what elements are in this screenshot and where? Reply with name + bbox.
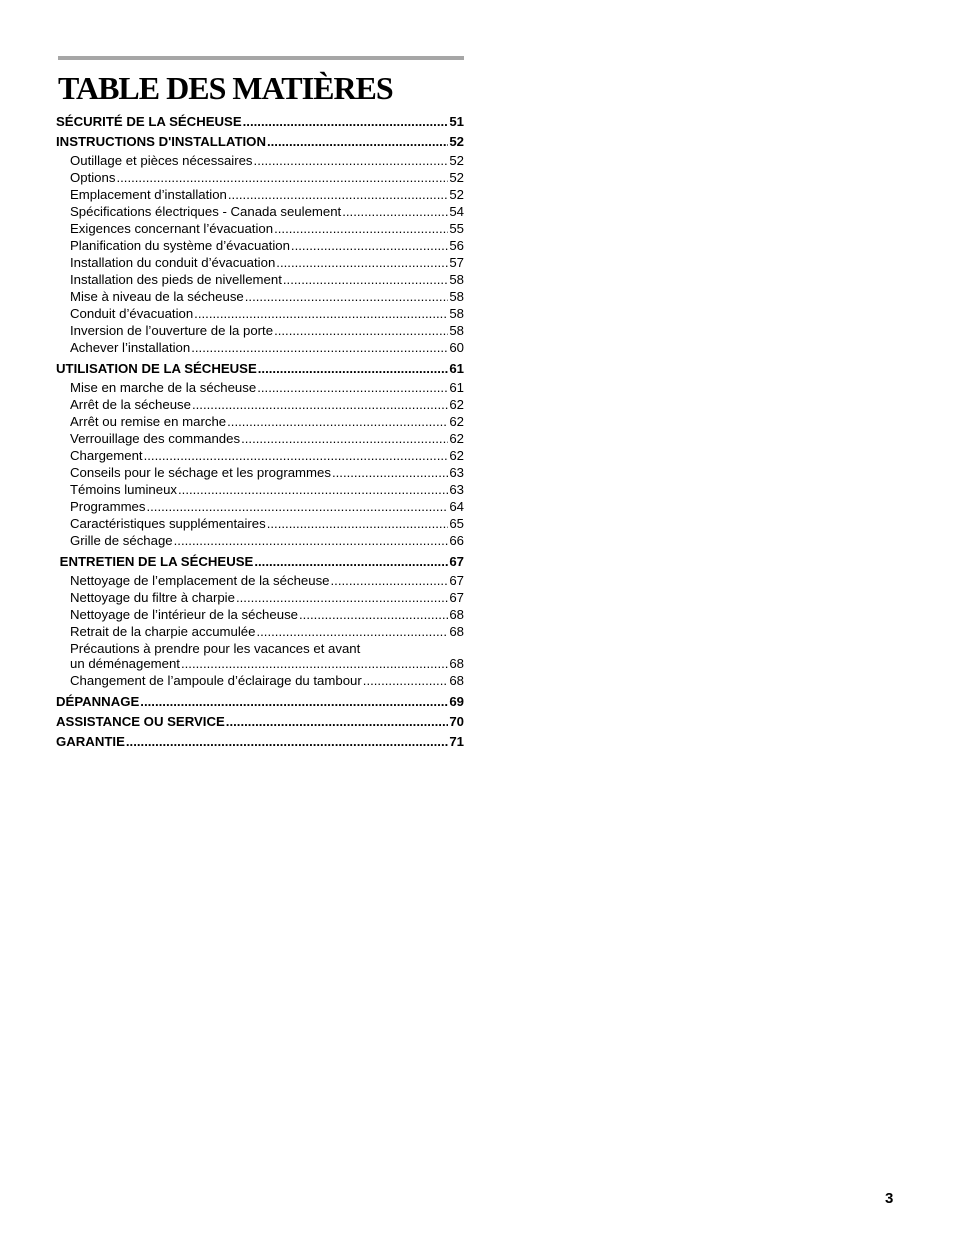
toc-entry[interactable] [56,553,464,570]
toc-entry-page: 61 [449,361,464,376]
toc-entry-page: 57 [449,255,464,270]
toc-entry[interactable] [70,237,464,254]
toc-entry-page: 58 [449,323,464,338]
toc-entry-page: 67 [449,590,464,605]
toc-entry-page: 58 [449,306,464,321]
toc-entry-label: Outillage et pièces nécessaires [70,153,253,168]
toc-entry-label: INSTRUCTIONS D'INSTALLATION [56,134,266,149]
toc-entry[interactable] [70,254,464,271]
toc-entry[interactable] [70,572,464,589]
dot-leader [227,413,448,430]
toc-entry-page: 67 [449,573,464,588]
dot-leader [245,288,449,305]
toc-entry-label: Exigences concernant l’évacuation [70,221,274,236]
dot-leader [181,655,448,672]
dot-leader [226,713,449,730]
dot-leader [342,203,448,220]
dot-leader [283,271,448,288]
toc-entry[interactable] [56,733,464,750]
dot-leader [228,186,448,203]
dot-leader [267,133,448,150]
toc-entry[interactable] [70,322,464,339]
toc-entry-page: 69 [449,694,464,709]
toc-entry-label: Nettoyage de l’emplacement de la sécheuse [70,573,330,588]
toc-entry[interactable] [70,203,464,220]
toc-entry-label: Mise en marche de la sécheuse [70,380,257,395]
toc-entry[interactable] [56,713,464,730]
dot-leader [192,396,448,413]
toc-entry[interactable] [70,672,464,689]
dot-leader [126,733,448,750]
dot-leader [254,553,448,570]
toc-entry-page: 60 [449,340,464,355]
toc-entry-label: Témoins lumineux [70,482,178,497]
toc-entry-label: Verrouillage des commandes [70,431,241,446]
toc-entry-page: 66 [449,533,464,548]
dot-leader [363,672,449,689]
dot-leader [174,532,449,549]
toc-entry-page: 71 [449,734,464,749]
dot-leader [116,169,448,186]
toc-entry-page: 54 [449,204,464,219]
toc-entry-page: 62 [449,448,464,463]
toc-entry-page: 55 [449,221,464,236]
dot-leader [267,515,449,532]
toc-entry-label: Planification du système d’évacuation [70,238,290,253]
toc-entry[interactable] [70,379,464,396]
dot-leader [236,589,448,606]
toc-entry-page: 52 [449,187,464,202]
dot-leader [140,693,448,710]
toc-entry-page: 68 [449,673,464,688]
toc-entry-page: 64 [449,499,464,514]
toc-entry-label: Inversion de l’ouverture de la porte [70,323,274,338]
top-rule [58,56,464,60]
toc-entry[interactable] [70,413,464,430]
toc-entry-page: 62 [449,431,464,446]
dot-leader [146,498,448,515]
toc-entry[interactable] [70,606,464,623]
dot-leader [274,220,448,237]
toc-entry[interactable] [56,360,464,377]
toc-entry[interactable] [56,113,464,130]
toc-entry-label: Spécifications électriques - Canada seulement [70,204,342,219]
toc-entry-label: un déménagement [70,656,180,671]
toc-entry-label-line1: Précautions à prendre pour les vacances et avant [70,641,361,656]
dot-leader [276,254,448,271]
toc-entry-page: 61 [449,380,464,395]
dot-leader [258,360,449,377]
toc-entry-label: UTILISATION DE LA SÉCHEUSE [56,361,257,376]
toc-entry-label: DÉPANNAGE [56,694,140,709]
dot-leader [191,339,448,356]
toc-entry[interactable] [70,589,464,606]
toc-entry-label: Nettoyage de l’intérieur de la sécheuse [70,607,298,622]
toc-entry[interactable] [70,481,464,498]
page-title: TABLE DES MATIÈRES [58,70,393,106]
toc-entry-label: Changement de l’ampoule d’éclairage du tambour [70,673,362,688]
toc-entry[interactable] [70,515,464,532]
toc-entry[interactable] [70,623,464,640]
toc-entry-page: 62 [449,397,464,412]
toc-entry-page: 56 [449,238,464,253]
toc-entry[interactable] [56,693,464,710]
toc-entry-label: GARANTIE [56,734,125,749]
toc-entry-label: Installation du conduit d’évacuation [70,255,276,270]
dot-leader [291,237,448,254]
toc-entry-label: Options [70,170,116,185]
toc-entry-label: Programmes [70,499,146,514]
toc-entry-label: Caractéristiques supplémentaires [70,516,266,531]
dot-leader [194,305,448,322]
toc-entry-label: Nettoyage du filtre à charpie [70,590,235,605]
dot-leader [274,322,448,339]
toc-entry-label: Achever l’installation [70,340,191,355]
toc-entry[interactable] [70,464,464,481]
dot-leader [241,430,448,447]
toc-entry[interactable] [70,532,464,549]
toc-entry-page: 63 [449,465,464,480]
toc-entry-label: Arrêt ou remise en marche [70,414,227,429]
toc-entry-label: Retrait de la charpie accumulée [70,624,256,639]
dot-leader [299,606,448,623]
toc-entry[interactable] [70,288,464,305]
toc-entry-label: Chargement [70,448,143,463]
toc-entry-page: 68 [449,607,464,622]
toc-entry-page: 65 [449,516,464,531]
toc-entry[interactable] [70,220,464,237]
toc-entry[interactable] [70,152,464,169]
toc-entry-label: SÉCURITÉ DE LA SÉCHEUSE [56,114,242,129]
toc-entry[interactable] [70,396,464,413]
toc-entry[interactable] [70,655,464,672]
toc-entry-label: Installation des pieds de nivellement [70,272,282,287]
toc-entry-page: 63 [449,482,464,497]
toc-entry-page: 68 [449,656,464,671]
toc-entry-page: 52 [449,134,464,149]
toc-entry-page: 70 [449,714,464,729]
page-number: 3 [885,1190,894,1207]
toc-entry-label: Grille de séchage [70,533,173,548]
toc-entry[interactable] [70,169,464,186]
toc-entry[interactable] [70,186,464,203]
dot-leader [256,623,448,640]
dot-leader [178,481,448,498]
toc-entry-page: 58 [449,289,464,304]
toc-entry-page: 51 [449,114,464,129]
dot-leader [144,447,449,464]
toc-entry-label: Conseils pour le séchage et les programmes [70,465,331,480]
toc-entry[interactable] [56,133,464,150]
toc-entry[interactable] [70,271,464,288]
toc-entry-label: ASSISTANCE OU SERVICE [56,714,225,729]
dot-leader [243,113,449,130]
toc-entry-label: Emplacement d’installation [70,187,227,202]
dot-leader [257,379,448,396]
dot-leader [331,572,449,589]
toc-entry-label: ENTRETIEN DE LA SÉCHEUSE [56,554,254,569]
toc-entry[interactable] [70,339,464,356]
toc-entry-label: Conduit d’évacuation [70,306,194,321]
toc-entry[interactable] [70,498,464,515]
toc-entry[interactable] [70,305,464,322]
toc-entry-page: 68 [449,624,464,639]
toc-entry-page: 58 [449,272,464,287]
toc-entry[interactable] [70,447,464,464]
toc-entry-page: 67 [449,554,464,569]
toc-entry-label: Mise à niveau de la sécheuse [70,289,244,304]
toc-entry[interactable] [70,430,464,447]
toc-entry-label: Arrêt de la sécheuse [70,397,191,412]
toc-entry-page: 52 [449,170,464,185]
dot-leader [254,152,449,169]
toc-entry-page: 52 [449,153,464,168]
toc-entry-page: 62 [449,414,464,429]
dot-leader [332,464,448,481]
